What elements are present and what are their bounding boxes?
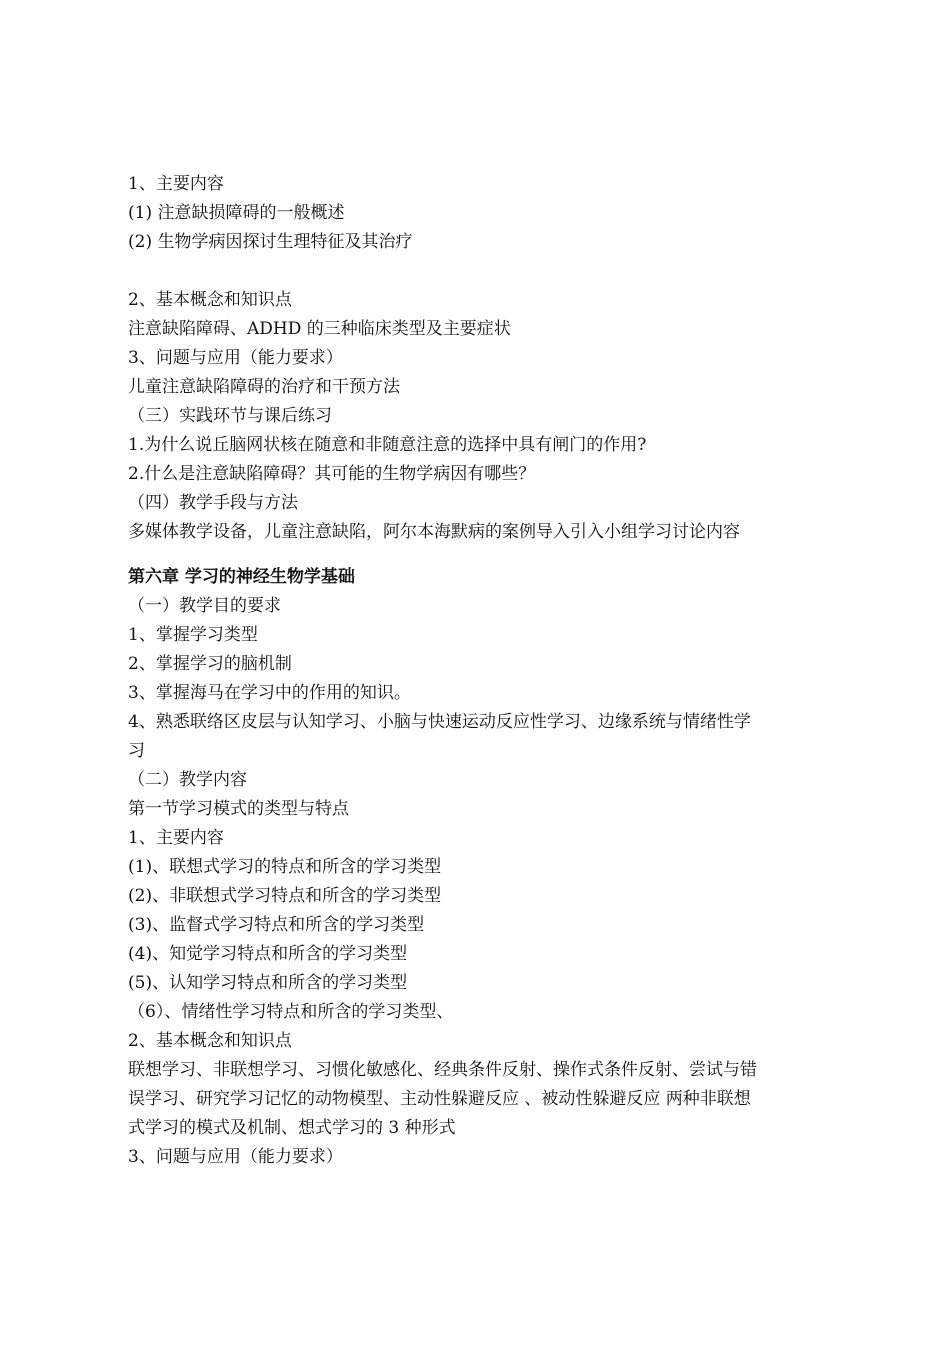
text-line: （二）教学内容 bbox=[128, 770, 247, 790]
text-line: 3、问题与应用（能力要求） bbox=[128, 348, 343, 368]
text-line: 误学习、研究学习记忆的动物模型、主动性躲避反应 、被动性躲避反应 两种非联想 bbox=[128, 1089, 751, 1109]
chapter-title: 第六章 学习的神经生物学基础 bbox=[128, 567, 355, 587]
text-line: 1、主要内容 bbox=[128, 828, 224, 848]
document-body bbox=[128, 170, 840, 1172]
text-line: 3、问题与应用（能力要求） bbox=[128, 1147, 343, 1167]
text-line: (3)、监督式学习特点和所含的学习类型 bbox=[128, 915, 425, 935]
text-line: 3、掌握海马在学习中的作用的知识。 bbox=[128, 683, 411, 703]
text-line: 联想学习、非联想学习、习惯化敏感化、经典条件反射、操作式条件反射、尝试与错 bbox=[128, 1060, 757, 1080]
text-line: 2、基本概念和知识点 bbox=[128, 290, 292, 310]
text-line: 2、基本概念和知识点 bbox=[128, 1031, 292, 1051]
text-line: 2.什么是注意缺陷障碍？其可能的生物学病因有哪些？ bbox=[128, 464, 536, 484]
text-line: (2) 生物学病因探讨生理特征及其治疗 bbox=[128, 232, 413, 252]
text-line: 式学习的模式及机制、想式学习的 3 种形式 bbox=[128, 1118, 456, 1138]
text-line: 多媒体教学设备，儿童注意缺陷，阿尔本海默病的案例导入引入小组学习讨论内容 bbox=[128, 522, 740, 542]
text-line: （6）、情绪性学习特点和所含的学习类型、 bbox=[128, 1002, 454, 1022]
section-before-chapter bbox=[128, 170, 840, 547]
text-line: (1)、联想式学习的特点和所含的学习类型 bbox=[128, 857, 442, 877]
text-line: 2、掌握学习的脑机制 bbox=[128, 654, 292, 674]
text-line: 4、熟悉联络区皮层与认知学习、小脑与快速运动反应性学习、边缘系统与情绪性学 bbox=[128, 712, 751, 732]
text-line: 第一节学习模式的类型与特点 bbox=[128, 799, 349, 819]
section-after-chapter bbox=[128, 592, 840, 1172]
text-line: (2)、非联想式学习特点和所含的学习类型 bbox=[128, 886, 442, 906]
text-line: 习 bbox=[128, 741, 145, 761]
text-line: 1.为什么说丘脑网状核在随意和非随意注意的选择中具有闸门的作用? bbox=[128, 435, 647, 455]
text-line: (4)、知觉学习特点和所含的学习类型 bbox=[128, 944, 408, 964]
text-line: （一）教学目的要求 bbox=[128, 596, 281, 616]
blank-line bbox=[128, 257, 840, 286]
text-line: (5)、认知学习特点和所含的学习类型 bbox=[128, 973, 408, 993]
text-line: （三）实践环节与课后练习 bbox=[128, 406, 332, 426]
text-line: （四）教学手段与方法 bbox=[128, 493, 298, 513]
text-line: 儿童注意缺陷障碍的治疗和干预方法 bbox=[128, 377, 400, 397]
text-line: 1、掌握学习类型 bbox=[128, 625, 258, 645]
text-line: (1) 注意缺损障碍的一般概述 bbox=[128, 203, 345, 223]
text-line: 注意缺陷障碍、ADHD 的三种临床类型及主要症状 bbox=[128, 319, 511, 339]
text-line: 1、主要内容 bbox=[128, 174, 224, 194]
